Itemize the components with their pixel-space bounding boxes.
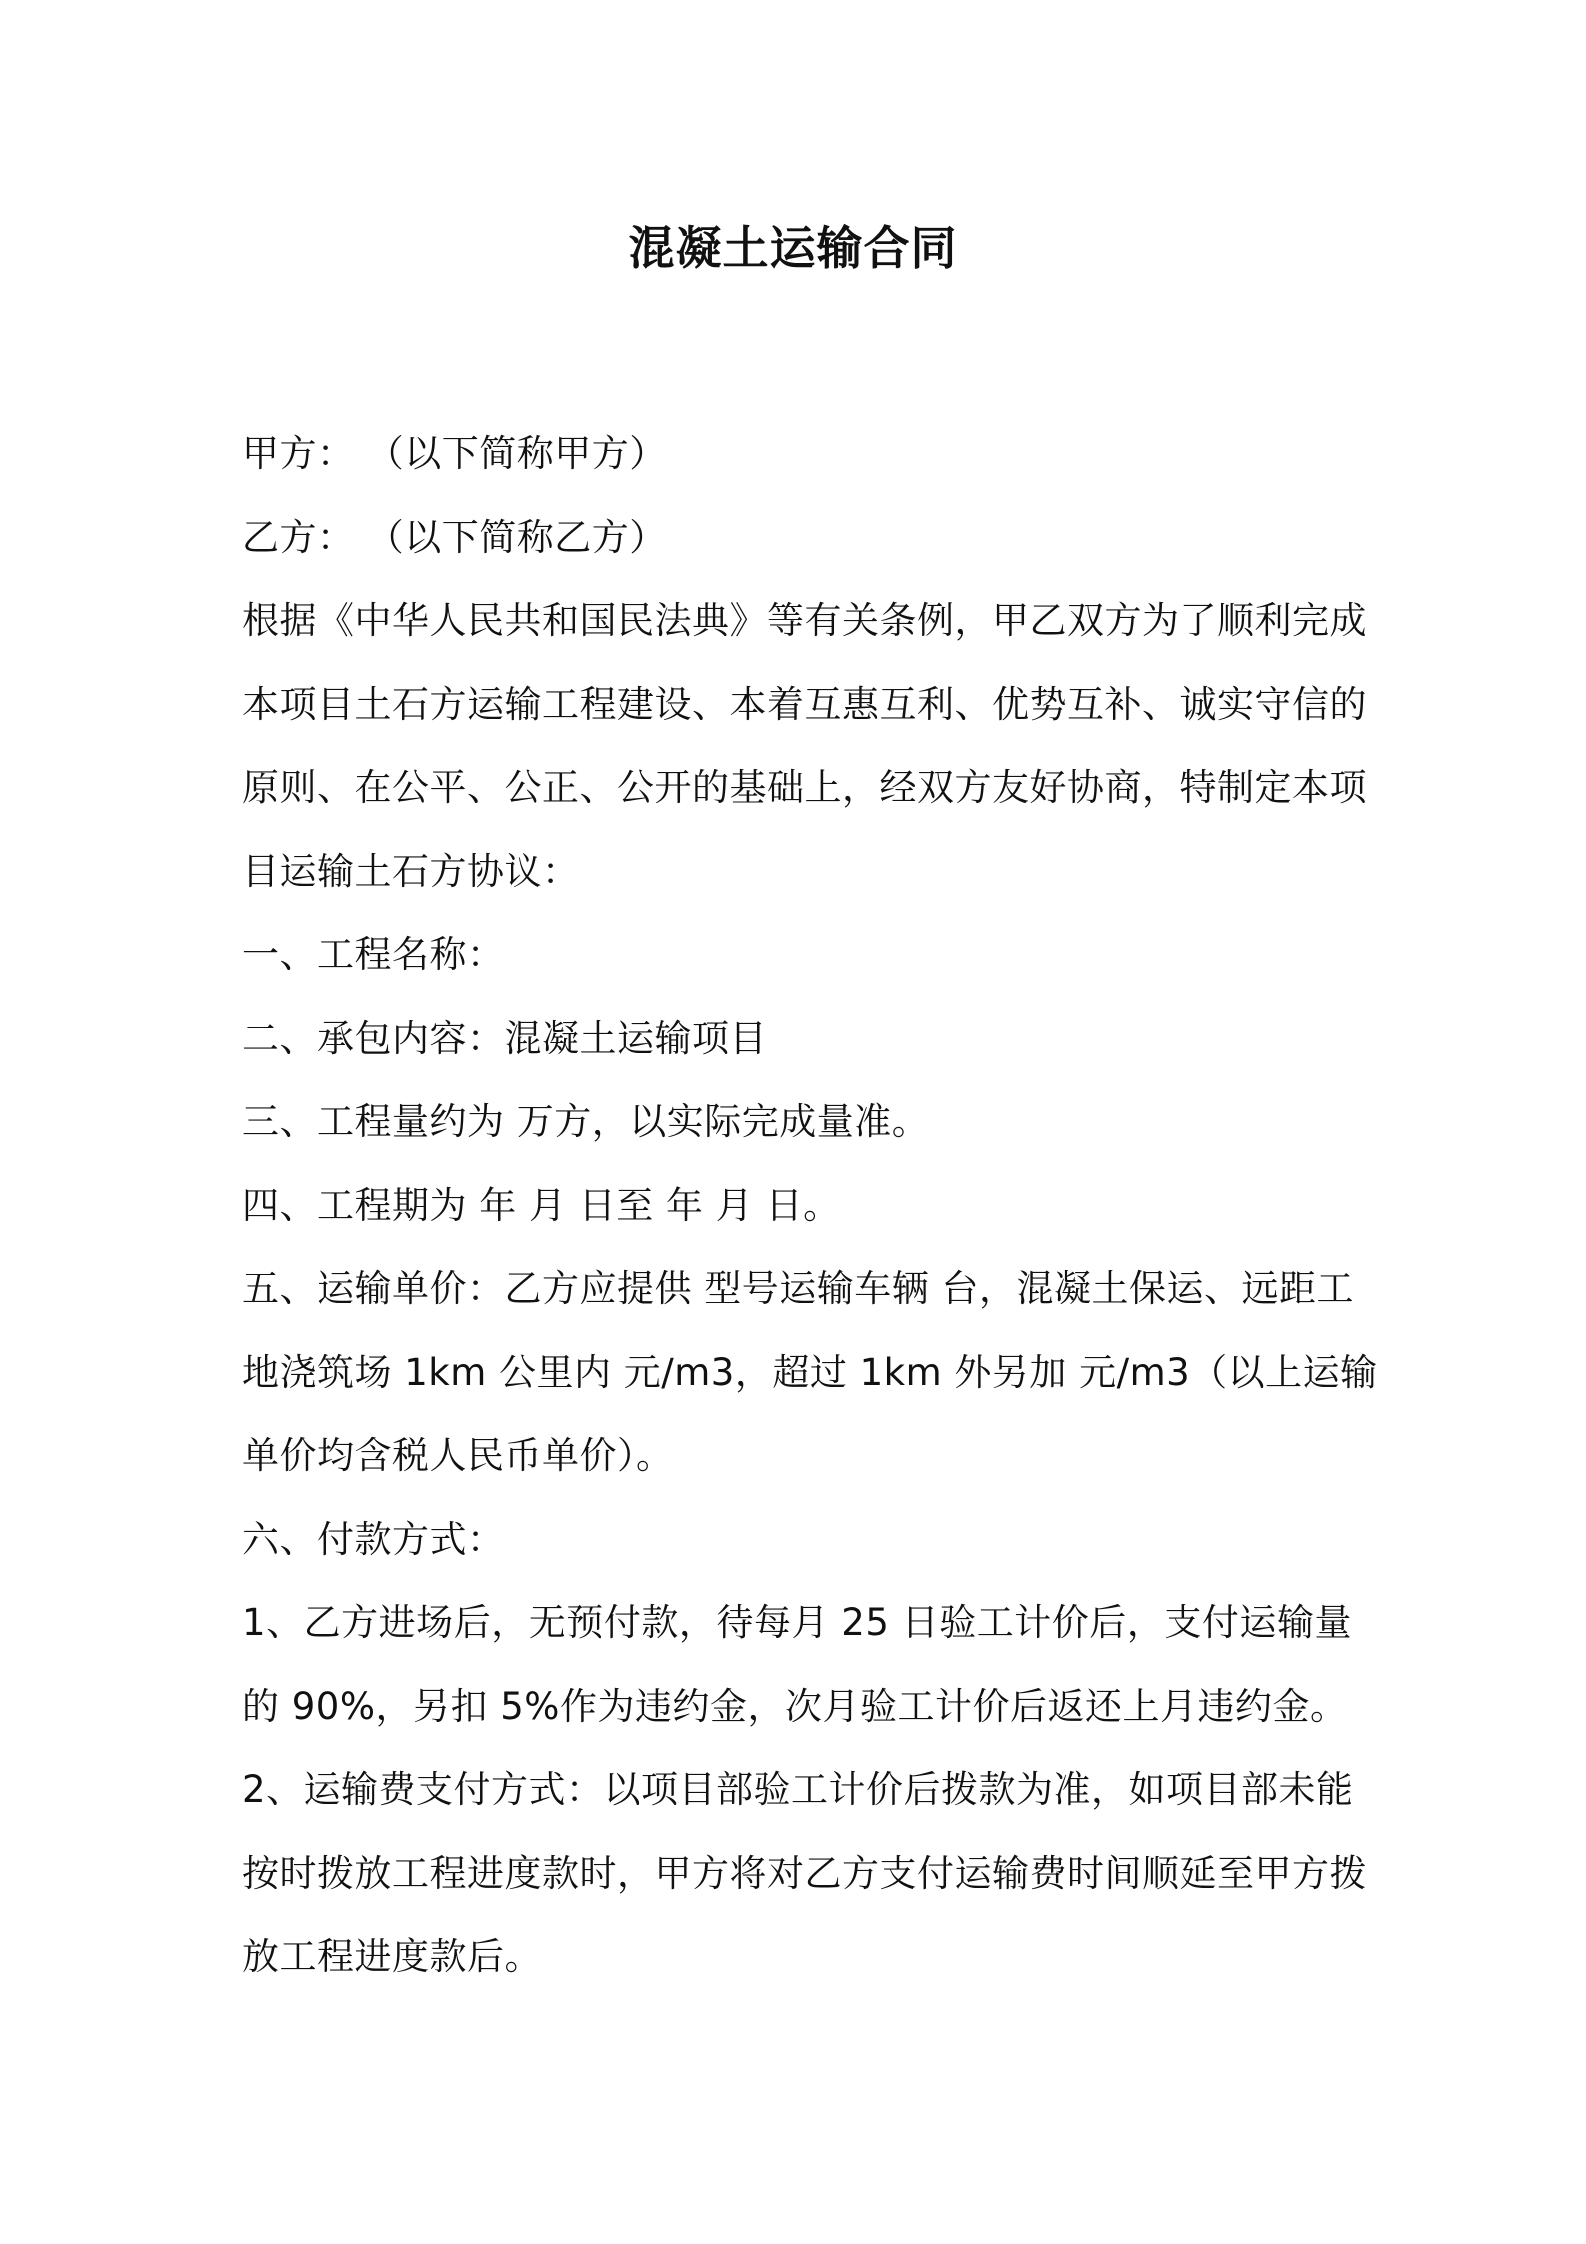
clause-unit-price: 单价均含税人民币单价）。 [242,1434,674,1477]
party-b-line: 乙方： （以下简称乙方） [242,515,667,559]
payment-item-2: 放工程进度款后。 [242,1935,542,1978]
clause-contract-content: 二、承包内容：混凝土运输项目 [242,1016,767,1060]
preamble-line: 原则、在公平、公正、公开的基础上，经双方友好协商，特制定本项 [242,766,1367,809]
preamble-line: 本项目土石方运输工程建设、本着互惠互利、优势互补、诚实守信的 [242,682,1367,726]
clause-unit-price: 五、运输单价：乙方应提供 型号运输车辆 台，混凝土保运、远距工 [242,1267,1355,1310]
preamble-line: 目运输土石方协议： [242,849,580,893]
payment-item-1: 1、乙方进场后，无预付款，待每月 25 日验工计价后，支付运输量 [242,1601,1352,1644]
clause-quantity: 三、工程量约为 万方，以实际完成量准。 [242,1100,930,1143]
document-body [242,412,1378,1999]
document-title: 混凝土运输合同 [628,221,958,275]
payment-item-2: 按时拨放工程进度款时，甲方将对乙方支付运输费时间顺延至甲方拨 [242,1851,1367,1895]
clause-project-name: 一、工程名称： [242,933,505,976]
preamble-line: 根据《中华人民共和国民法典》等有关条例，甲乙双方为了顺利完成 [242,599,1367,642]
payment-item-2: 2、运输费支付方式：以项目部验工计价后拨款为准，如项目部未能 [242,1768,1354,1811]
clause-unit-price: 地浇筑场 1km 公里内 元/m3，超过 1km 外另加 元/m3（以上运输 [242,1350,1378,1394]
clause-period: 四、工程期为 年 月 日至 年 月 日。 [242,1183,841,1227]
clause-payment-heading: 六、付款方式： [242,1517,505,1561]
payment-item-1: 的 90%，另扣 5%作为违约金，次月验工计价后返还上月违约金。 [242,1684,1348,1728]
party-a-line: 甲方： （以下简称甲方） [242,432,667,475]
